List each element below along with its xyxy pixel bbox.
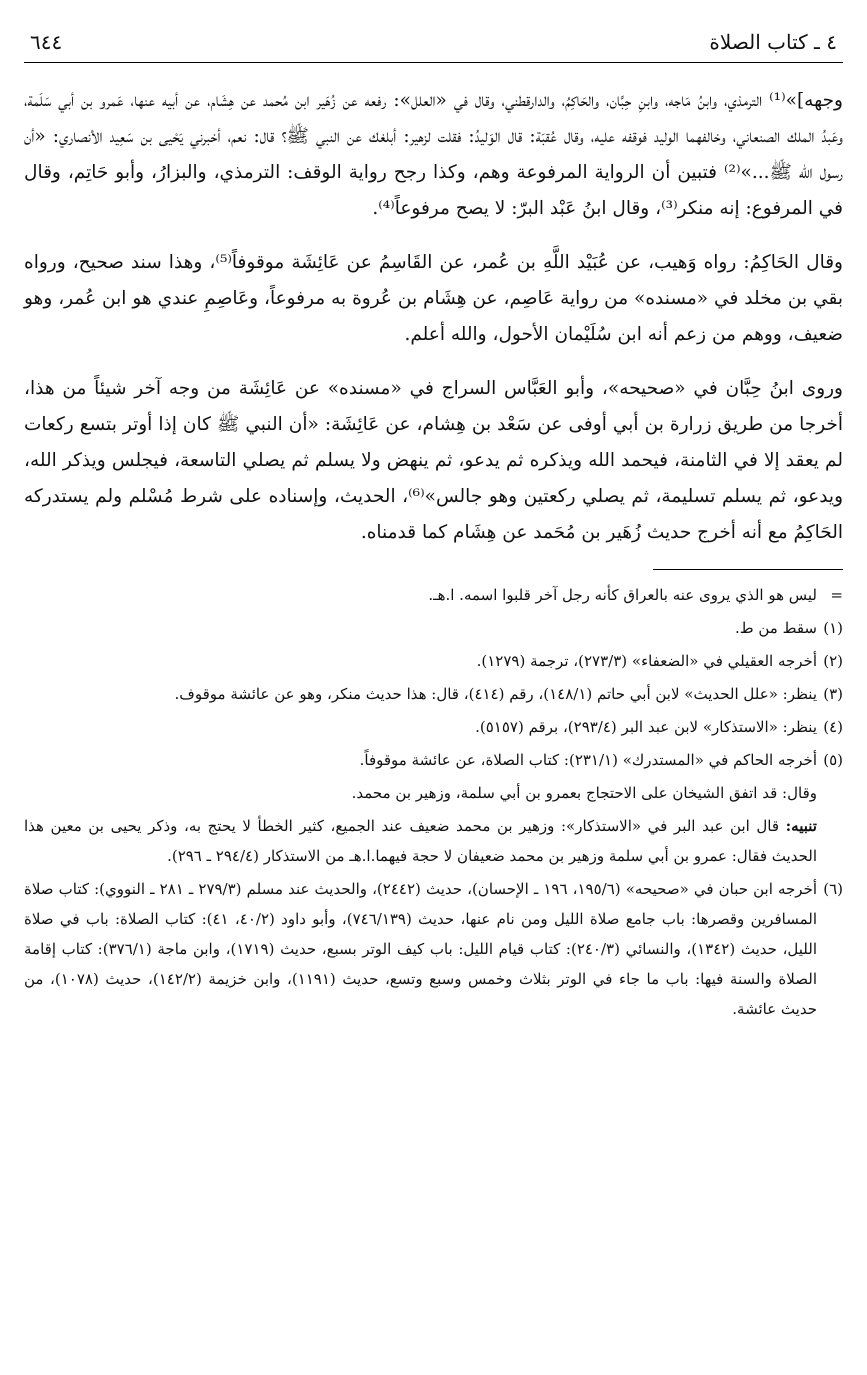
chapter-title: ٤ ـ كتاب الصلاة — [709, 30, 837, 54]
footnote-2: (٢)أخرجه العقيلي في «الضعفاء» (٢٧٣/٣)، ترجمة (١٢٧٩). — [476, 652, 843, 670]
footnote-4: (٤)ينظر: «الاستذكار» لابن عبد البر (٢٩٣/٤)، برقم (٥١٥٧). — [475, 718, 843, 736]
footnote-divider — [653, 569, 843, 570]
tanbih-label: تنبيه: — [785, 817, 817, 835]
footnote-6: (٦)أخرجه ابن حبان في «صحيحه» (١٩٥/٦، ١٩٦ ـ الإحسان)، حديث (٢٤٤٢)، والحديث عند مسلم (٢٧٩/٣ ـ ٢٨١ ـ النووي): كتاب صلاة المسافرين وقصرها: باب جامع صلاة الليل ومن نام عنها، حديث (٧٤٦/١٣٩)، وأبو داود (٤٠/٢، ٤١): كتاب الصلاة: باب في صلاة الليل، حديث (١٣٤٢)، والنسائي (٢٤٠/٣): كتاب قيام الليل: باب كيف الوتر بسبع، حديث (١٧١٩)، وابن ماجة (٣٧٦/١): كتاب إقامة الصلاة والسنة فيها: باب ما جاء في الوتر بثلاث وخمس وسبع وتسع، حديث (١١٩١)، وابن خزيمة (١٤٢/٢)، حديث (١٠٧٨)، من حديث عائشة. — [24, 880, 844, 1018]
book-page — [24, 30, 843, 1027]
footnote-3: (٣)ينظر: «علل الحديث» لابن أبي حاتم (١٤٨/١)، رقم (٤١٤)، قال: هذا حديث منكر، وهو عن عائشة موقوف. — [174, 685, 843, 703]
page-number: ٦٤٤ — [30, 30, 63, 54]
footnote-1: (١)سقط من ط. — [734, 619, 843, 637]
footnotes — [24, 580, 843, 1024]
tanbih-text: قال ابن عبد البر في «الاستذكار»: وزهير بن محمد ضعيف عند الجميع، كثير الخطأ لا يحتج به، وذكر يحيى بن معين هذا الحديث فقال: عمرو بن أبي سلمة وزهير بن محمد ضعيفان لا حجة فيهما.ا.هـ من الاستذكار (٢٩٤/٤ ـ ٢٩٦). — [24, 817, 817, 865]
footnote-5-note: وقال: قد اتفق الشيخان على الاحتجاج بعمرو بن أبي سلمة، وزهير بن محمد. — [351, 784, 817, 802]
footnote-continued: =ليس هو الذي يروى عنه بالعراق كأنه رجل آخر قلبوا اسمه. ا.هـ. — [428, 586, 843, 604]
running-header — [24, 30, 843, 63]
footnote-5-tanbih — [24, 811, 843, 871]
main-text — [24, 83, 843, 551]
paragraph-3: وروى ابنُ حِبَّان في «صحيحه»، وأبو العَبَّاس السراج في «مسنده» عن عَائِشَة من وجه آخر شيئاً من هذا، أخرجا من طريق زرارة بن أبي أوفى عن سَعْد بن هِشام، عن عَائِشَة: «أن النبي ﷺ كان إذا أوتر بتسع ركعات لم يعقد إلا في الثامنة، فيحمد الله ويذكره ثم يدعو، ثم ينهض ولا يسلم ثم يصلي التاسعة، فيجلس ويذكر الله، ويدعو، ثم يسلم تسليمة، ثم يصلي ركعتين وهو جالس»⁽⁶⁾، الحديث، وإسناده على شرط مُسْلم ولم يستدركه الحَاكِمُ مع أنه أخرج حديث زُهَير بن مُحَمد عن هِشَام كما قدمناه. — [24, 378, 844, 543]
footnote-5: (٥)أخرجه الحاكم في «المستدرك» (٢٣١/١): كتاب الصلاة، عن عائشة موقوفاً. — [359, 751, 843, 769]
paragraph-1: وجهه]»⁽¹⁾ الترمذي، وابنُ مَاجه، وابنِ حِبَّان، والحَاكِمُ، والدارقطني، وقال في «العلل»: رفعه عن زُهَير ابن مُحمد عن هِشَام، عن أبيه عنها، عَمرو بن أبي سَلَمة، وعَبدُ الملك الصنعاني، وخالفهما الوليد فوقفه عليه، وقال عُقبَة: قال الوَليدُ: فقلت لزهير: أبلغك عن النبي ﷺ؟ قال: نعم، أخبرني يَحْيى بن سَعِيد الأنصاري: «أن رسول الله ﷺ...»⁽²⁾ فتبين أن الرواية المرفوعة وهم، وكذا رجح رواية الوقف: الترمذي، والبزارُ، وأبو حَاتِم، وقال في المرفوع: إنه منكر⁽³⁾، وقال ابنُ عَبْد البرّ: لا يصح مرفوعاً⁽⁴⁾. — [24, 90, 843, 219]
paragraph-2: وقال الحَاكِمُ: رواه وَهيب، عن عُبَيْد اللَّهِ بن عُمر، عن القَاسِمُ عن عَائِشَة موقوفاً⁽⁵⁾، وهذا سند صحيح، ورواه بقي بن مخلد في «مسنده» من رواية عَاصِم، عن هِشَام بن عُروة به مرفوعاً، وعَاصِمِ عندي هو ابن عُمر، وهو ضعيف، ووهم من زعم أنه ابن سُلَيْمان الأحول، والله أعلم. — [24, 252, 843, 345]
